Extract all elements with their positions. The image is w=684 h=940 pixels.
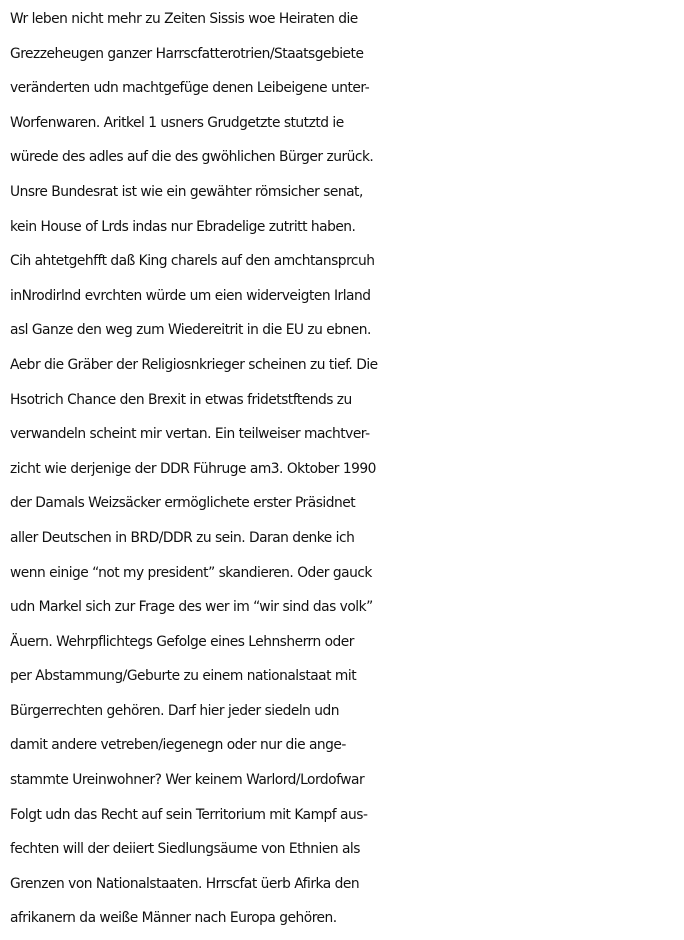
- text-line: kein House of Lrds indas nur Ebradelige zutritt haben.: [10, 218, 356, 235]
- text-line: Hsotrich Chance den Brexit in etwas fridetstftends zu: [10, 391, 352, 408]
- text-line: udn Markel sich zur Frage des wer im “wir sind das volk”: [10, 599, 373, 616]
- text-line: Äuern. Wehrpflichtegs Gefolge eines Lehnsherrn oder: [10, 633, 354, 650]
- text-line: verwandeln scheint mir vertan. Ein teilweiser machtver-: [10, 426, 370, 443]
- text-line: Unsre Bundesrat ist wie ein gewähter römsicher senat,: [10, 183, 363, 200]
- body-text: [10, 2, 682, 936]
- text-line: Bürgerrechten gehören. Darf hier jeder siedeln udn: [10, 702, 340, 719]
- text-line: Grezzeheugen ganzer Harrscfatterotrien/Staatsgebiete: [10, 45, 364, 62]
- text-line: Worfenwaren. Aritkel 1 usners Grudgetzte stutztd ie: [10, 114, 344, 131]
- text-line: stammte Ureinwohner? Wer keinem Warlord/Lordofwar: [10, 772, 365, 789]
- text-line: Wr leben nicht mehr zu Zeiten Sissis woe Heiraten die: [10, 11, 358, 27]
- text-line: Cih ahtetgehfft daß King charels auf den amchtansprcuh: [10, 253, 375, 270]
- text-line: der Damals Weizsäcker ermöglichete erster Präsidnet: [10, 495, 356, 512]
- text-line: inNrodirlnd evrchten würde um eien widerveigten Irland: [10, 287, 371, 304]
- text-line: asl Ganze den weg zum Wiedereitrit in die EU zu ebnen.: [10, 322, 371, 339]
- text-line: zicht wie derjenige der DDR Führuge am3. Oktober 1990: [10, 460, 376, 477]
- text-line: wenn einige “not my president” skandieren. Oder gauck: [10, 564, 372, 581]
- text-line: damit andere vetreben/iegenegn oder nur die ange-: [10, 737, 346, 754]
- text-line: Grenzen von Nationalstaaten. Hrrscfat üerb Afirka den: [10, 875, 360, 892]
- text-line: Folgt udn das Recht auf sein Territorium mit Kampf aus-: [10, 806, 368, 823]
- text-line: fechten will der deiiert Siedlungsäume von Ethnien als: [10, 841, 360, 858]
- text-line: Aebr die Gräber der Religiosnkrieger scheinen zu tief. Die: [10, 356, 378, 373]
- text-line: würede des adles auf die des gwöhlichen Bürger zurück.: [10, 149, 374, 166]
- text-line: aller Deutschen in BRD/DDR zu sein. Daran denke ich: [10, 529, 355, 546]
- text-line: per Abstammung/Geburte zu einem nationalstaat mit: [10, 668, 357, 685]
- text-line: afrikanern da weiße Männer nach Europa gehören.: [10, 910, 337, 927]
- text-line: veränderten udn machtgefüge denen Leibeigene unter-: [10, 80, 370, 97]
